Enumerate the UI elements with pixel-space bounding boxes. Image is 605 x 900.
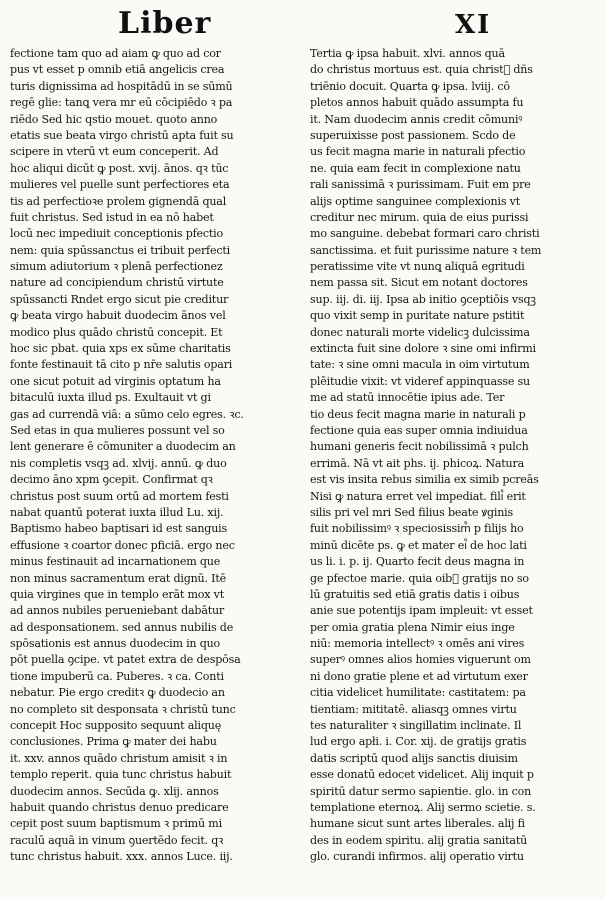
right-text-column (310, 46, 597, 866)
folio-number: XI (455, 10, 492, 40)
text-line: hoc aliqui dicūt ꝙ post. xvij. ānos. qꝛ tūc (10, 161, 229, 175)
text-line: sup. iij. di. iij. Ipsa ab initio ꝯceptiōis vsqꝫ (310, 292, 536, 306)
text-line: tione impuberū ca. Puberes. ꝛ ca. Conti (10, 669, 224, 683)
text-line: templo reperit. quia tunc christus habuit (10, 768, 232, 782)
text-line: Sed etas in qua mulieres possunt vel so (10, 423, 225, 437)
text-line: gas ad currendā viā: a sūmo celo egres. ꝛc. (10, 407, 244, 421)
text-line: Nisi ꝙ natura erret vel impediat. fili᷒ erit (310, 489, 526, 503)
text-line: conclusiones. Prima ꝙ mater dei habu (10, 735, 217, 749)
text-line: esse donatū edocet videlicet. Alij inquit p (310, 768, 534, 782)
text-line: habuit quando christus denuo predicare (10, 800, 229, 814)
text-line: per omia gratia plena Nimir eius inge (310, 620, 515, 634)
text-line: tunc christus habuit. xxx. annos Luce. iij. (10, 850, 233, 864)
text-line: nebatur. Pie ergo creditꝛ ꝙ duodecio an (10, 686, 225, 700)
text-line: no completo sit desponsata ꝛ christū tunc (10, 702, 236, 716)
text-line: sanctissima. et fuit purissime nature ꝛ tem (310, 243, 542, 257)
text-line: raculū aquā in vinum ꝯuertēdo fecit. qꝛ (10, 833, 224, 847)
text-line: regē glie: tanꝗ vera mr eū cōcipiēdo ꝛ pa (10, 96, 233, 110)
text-line: mo sanguine. debebat formari caro christi (310, 227, 540, 241)
text-line: hoc sic pbat. quia xps ex sūme charitatis (10, 342, 231, 356)
text-line: modico plus quādo christū concepit. Et (10, 325, 223, 339)
text-line: quo vixit semp in puritate nature pstitit (310, 309, 525, 323)
text-line: lū gratuitis sed etiā gratis datis i oibus (310, 587, 520, 601)
text-line: non minus sacramentum erat dignū. Itē (10, 571, 226, 585)
text-line: creditur nec mirum. quia de eius purissi (310, 210, 529, 224)
text-line: do christus mortuus est. quia christ᷒ dñs (310, 63, 533, 77)
text-line: Tertia ꝙ ipsa habuit. xlvi. annos quā (310, 47, 505, 60)
text-line: anie sue potentijs ipam impleuit: vt esset (310, 604, 533, 618)
text-line: alijs optime sanguinee complexionis vt (310, 194, 520, 208)
text-line: us li. i. p. ij. Quarto fecit deus magna in (310, 555, 525, 569)
text-line: errimā. Nā vt ait phs. ij. phicoꝝ. Natura (310, 456, 524, 470)
text-line: citia videlicet humilitate: castitatem: pa (310, 686, 526, 700)
text-line: triēnio docuit. Quarta ꝙ ipsa. lviij. cō (310, 79, 510, 93)
text-line: humani generis fecit nobilissimā ꝛ pulch (310, 440, 529, 454)
text-line: bitaculū iuxta illud ps. Exultauit vt gi (10, 391, 211, 405)
text-line: nem passa sit. Sicut em notant doctores (310, 276, 528, 290)
text-line: ad desponsationem. sed annus nubilis de (10, 620, 234, 634)
text-line: minū dicēte ps. ꝙ et mater ei᷒ de hoc lati (310, 538, 527, 552)
text-line: spūssancti Rndet ergo sicut pie creditur (10, 292, 229, 306)
text-line: simum adiutorium ꝛ plenā perfectionez (10, 260, 223, 274)
text-line: us fecit magna marie in naturali pfectio (310, 145, 526, 159)
text-line: ad annos nubiles perueniebant dabātur (10, 604, 225, 618)
left-text-column (10, 46, 296, 866)
text-line: spiritū datur sermo sapientie. glo. in con (310, 784, 532, 798)
text-line: effusione ꝛ coartor donec pficiā. ergo nec (10, 538, 235, 552)
text-line: me ad statū innocētie ipius ade. Ter (310, 391, 505, 405)
text-line: pōt puella ꝯcipe. vt patet extra de despōsa (10, 653, 241, 667)
text-line: tate: ꝛ sine omni macula in oim virtutum (310, 358, 530, 372)
text-line: fonte festinauit tā cito p nr̄e salutis opari (10, 358, 233, 372)
text-line: spōsationis est annus duodecim in quo (10, 637, 221, 651)
text-line: ge pfectoe marie. quia oib᷒ gratijs no so (310, 571, 529, 585)
text-line: donec naturali morte videlicꝫ dulcissima (310, 325, 530, 339)
text-line: plēitudie vixit: vt videref appinquasse su (310, 374, 530, 388)
text-line: fuit nobilissimꝰ ꝛ speciosissim᷒ p filijs ho (310, 522, 524, 536)
text-line: superuixisse post passionem. Scdo de (310, 128, 516, 142)
text-line: nabat quantū poterat iuxta illud Lu. xij. (10, 505, 224, 519)
text-line: mulieres vel puelle sunt perfectiores eta (10, 178, 230, 192)
text-line: glo. curandi infirmos. alij operatio virtu (310, 850, 524, 864)
text-line: nis completis vsqꝫ ad. xlvij. annū. ꝙ duo (10, 456, 227, 470)
text-line: lent generare ē cōmuniter a duodecim an (10, 440, 236, 454)
text-line: one sicut potuit ad virginis optatum ha (10, 374, 221, 388)
text-line: concepit Hoc supposito sequunt aliquę (10, 719, 222, 733)
text-line: niū: memoria intellectꝰ ꝛ omēs ani vires (310, 637, 525, 651)
running-head (0, 0, 605, 44)
text-line: pus vt esset p omnib etiā angelicis crea (10, 63, 225, 77)
text-line: scipere in vterū vt eum conceperit. Ad (10, 145, 219, 159)
text-line: superꝰ omnes alios homies viguerunt om (310, 653, 531, 667)
text-line: tis ad perfectioꝛe prolem gignendā qual (10, 194, 227, 208)
text-line: ne. quia eam fecit in complexione natu (310, 161, 521, 175)
text-line: templatione eternoꝝ. Alij sermo scietie. s. (310, 800, 536, 814)
text-line: nem: quia spūssanctus ei tribuit perfecti (10, 243, 230, 257)
text-line: des in eodem spiritu. alij gratia sanitatū (310, 833, 528, 847)
text-line: fuit christus. Sed istud in ea nō habet (10, 210, 214, 224)
text-line: Baptismo habeo baptisari id est sanguis (10, 522, 227, 536)
text-line: turis dignissima ad hospitādū in se sūmū (10, 79, 233, 93)
text-line: lud ergo apłi. i. Cor. xij. de gratijs gratis (310, 735, 527, 749)
text-line: minus festinauit ad incarnationem que (10, 555, 221, 569)
text-line: tio deus fecit magna marie in naturali p (310, 407, 526, 421)
text-line: etatis sue beata virgo christū apta fuit su (10, 128, 234, 142)
text-line: ꝙ beata virgo habuit duodecim ānos vel (10, 309, 226, 323)
text-line: tientiam: mititatē. aliasqꝫ omnes virtu (310, 702, 517, 716)
text-line: silis pri vel mri Sed filius beate ꝟginis (310, 505, 513, 519)
text-line: ni dono gratie plene et ad virtutum exer (310, 669, 528, 683)
text-line: tes naturaliter ꝛ singillatim inclinate. Il (310, 719, 522, 733)
text-line: peratissime vite vt nunꝗ aliquā egritudi (310, 260, 525, 274)
text-line: decimo āno xpm ꝯcepit. Confirmat qꝛ (10, 473, 213, 487)
running-head-title: Liber (118, 6, 212, 41)
text-line: rali sanissimā ꝛ purissimam. Fuit em pre (310, 178, 531, 192)
text-line: pletos annos habuit quādo assumpta fu (310, 96, 524, 110)
text-line: humane sicut sunt artes liberales. alij fi (310, 817, 525, 831)
text-line: riēdo Sed hic qstio mouet. quoto anno (10, 112, 218, 126)
text-line: it. Nam duodecim annis credit cōmuniꝰ (310, 112, 523, 126)
text-line: fectione quia eas super omnia indiuidua (310, 423, 528, 437)
text-line: datis scriptū quod alijs sanctis diuisim (310, 751, 518, 765)
text-line: nature ad concipiendum christū virtute (10, 276, 224, 290)
text-line: fectione tam quo ad aiam ꝙ quo ad cor (10, 47, 221, 60)
text-line: est vis insita rebus similia ex simib pcreās (310, 473, 539, 487)
text-line: christus post suum ortū ad mortem festi (10, 489, 229, 503)
text-line: it. xxv. annos quādo christum amisit ꝛ in (10, 751, 228, 765)
text-line: cepit post suum baptismum ꝛ primū mi (10, 817, 222, 831)
text-line: locū nec impediuit conceptionis pfectio (10, 227, 224, 241)
text-line: duodecim annos. Secūda ꝙ. xlij. annos (10, 784, 219, 798)
text-line: quia virgines que in templo erāt mox vt (10, 587, 224, 601)
text-line: extincta fuit sine dolore ꝛ sine omi infirmi (310, 342, 536, 356)
